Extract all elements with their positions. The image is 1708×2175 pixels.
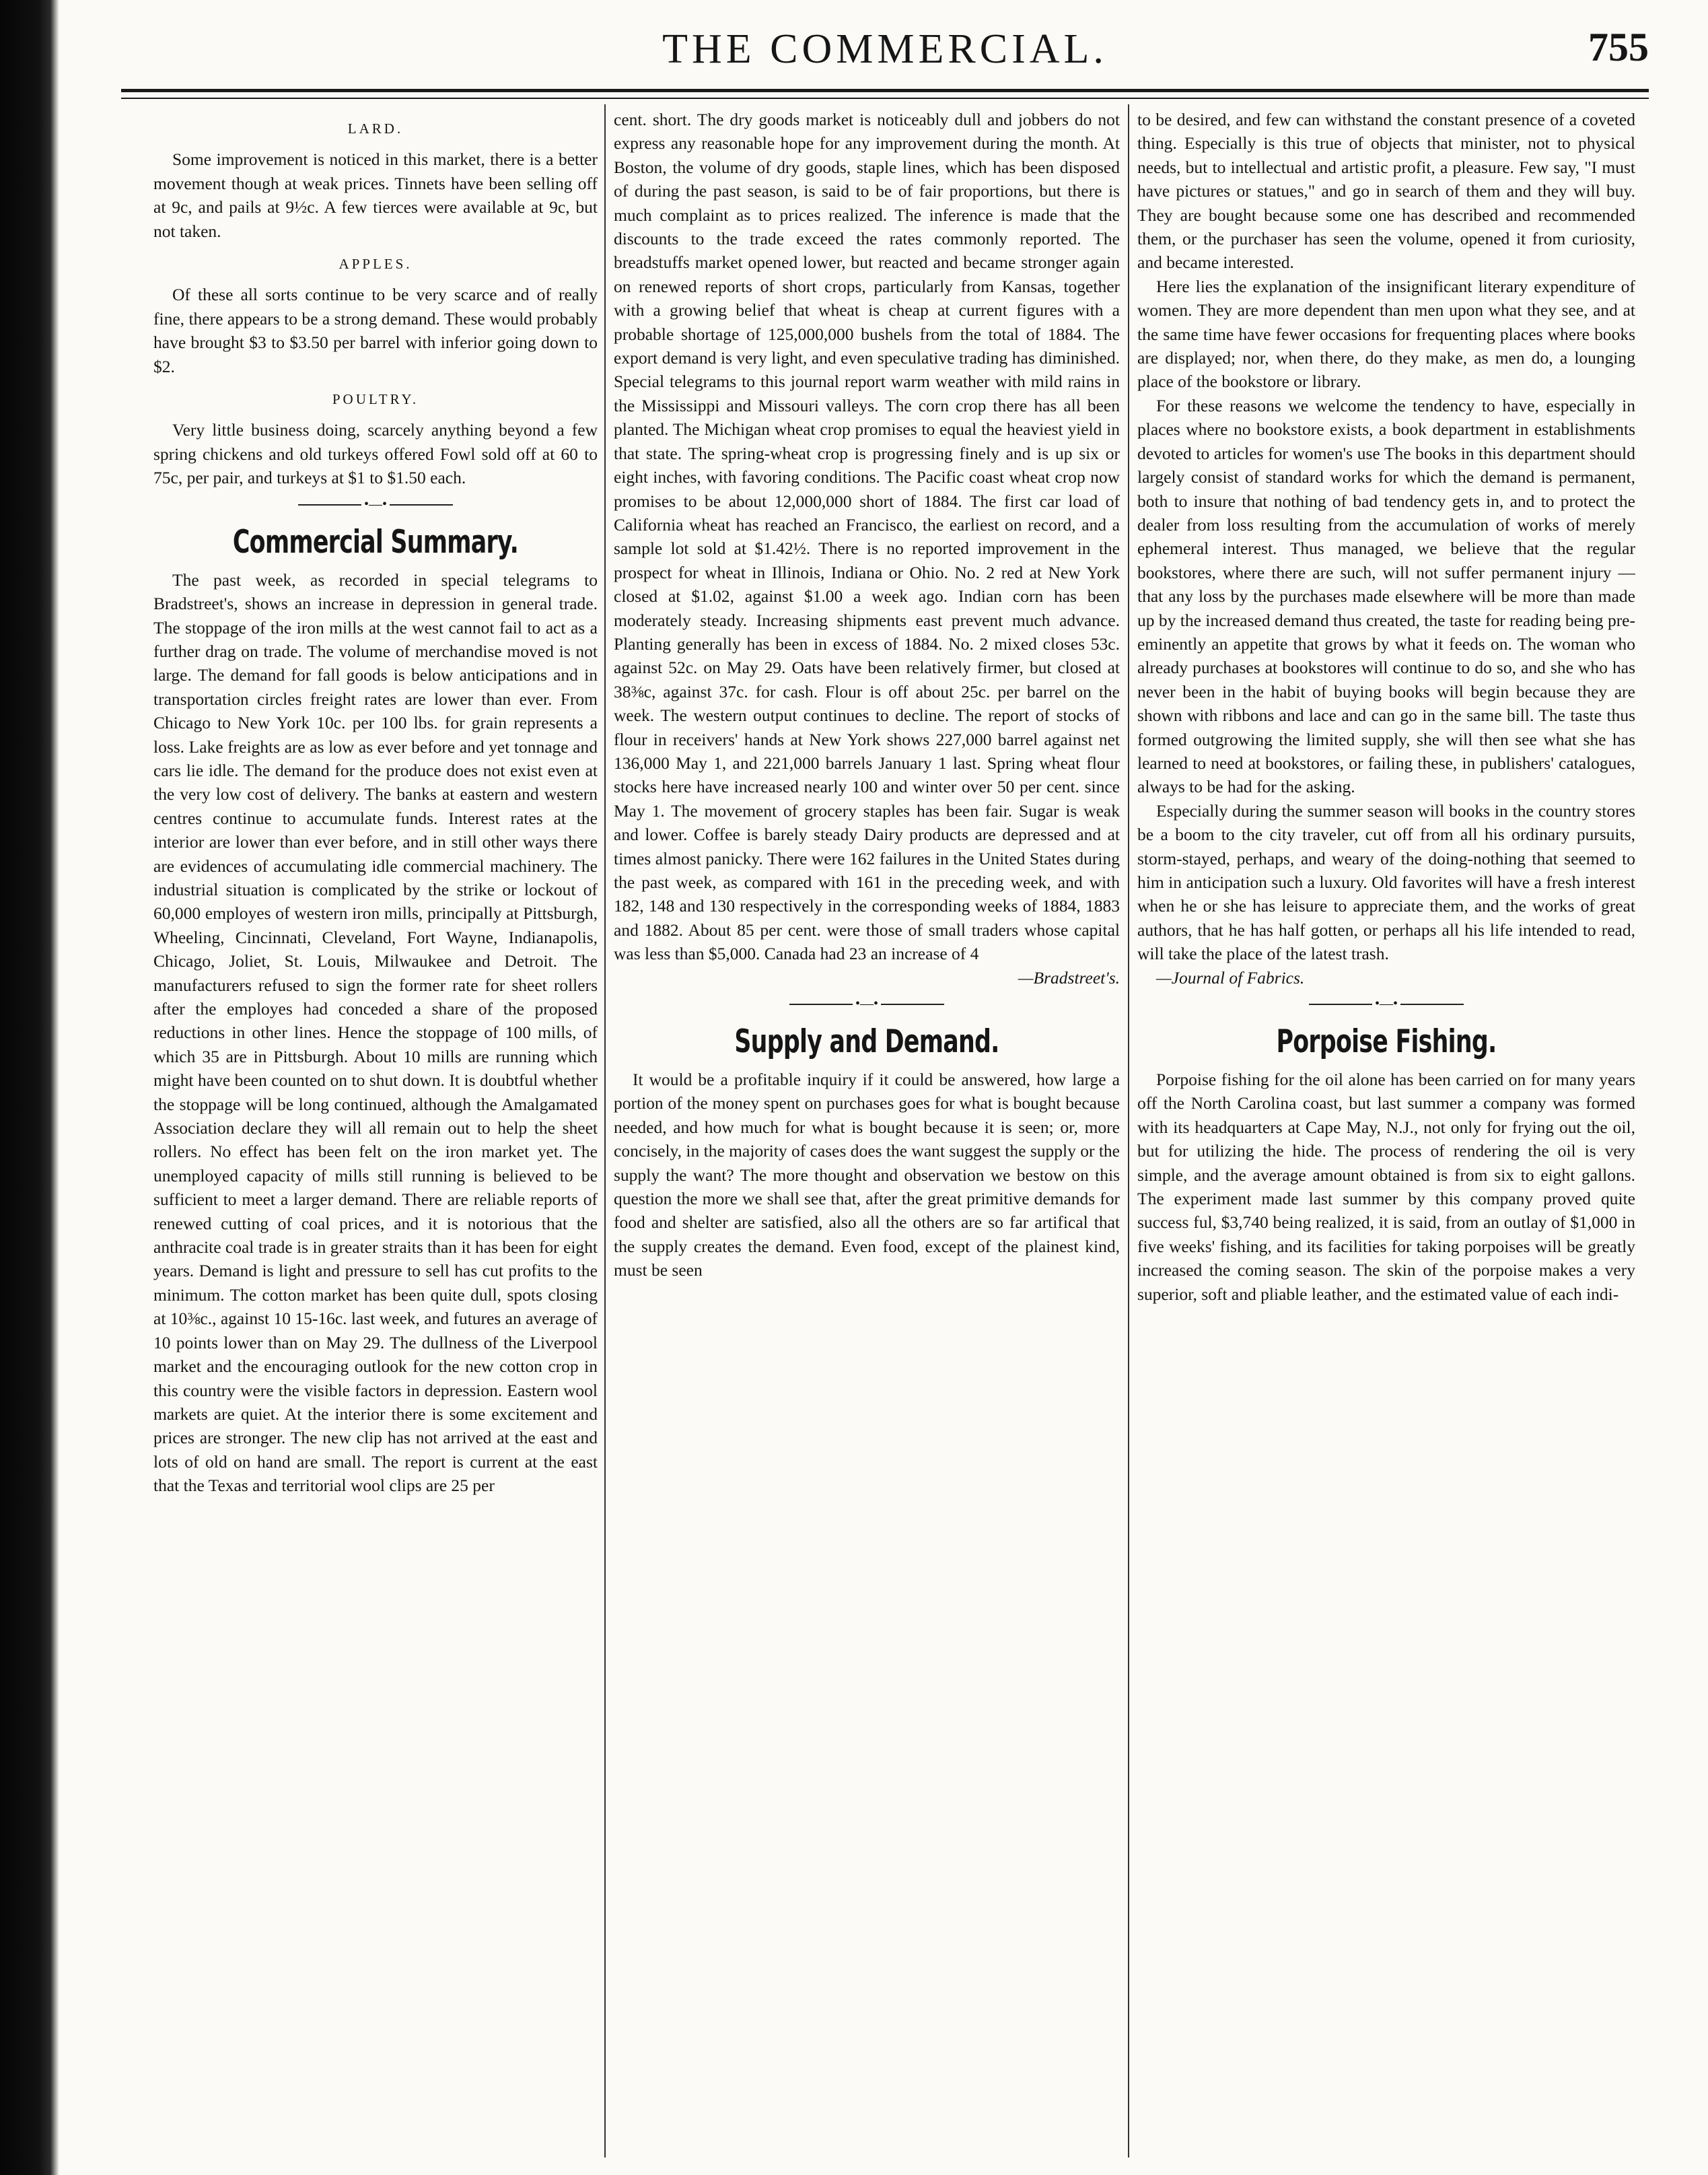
page-header <box>121 20 1649 88</box>
column-1 <box>153 108 598 2157</box>
commercial-summary-continued: cent. short. The dry goods market is noticeably dull and jobbers do not express any reasonable hope for any improvement during the month. At Boston, the volume of dry goods, staple lines, which has been disposed of during the past season, is said to be of fair proportions, but there is much complaint as to prices realized. The inference is made that the discounts to the trade exceed the rates commonly reported. The breadstuffs market opened lower, but reacted and became stronger again on renewed reports of short crops, particularly from Kansas, together with a growing belief that wheat is cheap at current figures with a probable shortage of 125,000,000 bushels from the total of 1884. The export demand is very light, and even speculative trading has diminished. Special telegrams to this journal report warm weather with mild rains in the Mississippi and Missouri valleys. The corn crop there has all been planted. The Michigan wheat crop promises to equal the heaviest yield in that state. The spring-wheat crop is progressing finely and is up six or eight inches, with favoring conditions. The Pacific coast wheat crop now promises to be about 12,000,000 short of 1884. The first car load of California wheat has reached an Francisco, the earliest on record, and a sample lot sold at $1.42½. There is no reported improvement in the prospect for wheat in Illinois, Indiana or Ohio. No. 2 red at New York closed at $1.02, against $1.00 a week ago. Indian corn has been moderately steady. Increasing shipments east prevent much advance. Planting generally has been in excess of 1884. No. 2 mixed closes 53c. against 52c. on May 29. Oats have been relatively firmer, but closed at 38⅜c, against 37c. for cash. Flour is off about 25c. per barrel on the week. The western output continues to decline. The report of stocks of flour in receivers' hands at New York shows 227,000 barrel against net 136,000 May 1, and 221,000 barrels January 1 last. Spring wheat flour stocks here have increased nearly 100 and winter over 50 per cent. since May 1. The movement of grocery staples has been fair. Sugar is weak and lower. Coffee is barely steady Dairy products are depressed and at times almost panicky. There were 162 failures in the United States during the past week, as compared with 161 in the preceding week, and with 182, 148 and 130 respectively in the corresponding weeks of 1884, 1883 and 1882. About 85 per cent. were those of small traders whose capital was less than $5,000. Canada had 23 an increase of 4 <box>614 110 1120 964</box>
commercial-summary-paragraph: The past week, as recorded in special telegrams to Bradstreet's, shows an increase in depression in general trade. The stoppage of the iron mills at the west cannot fail to act as a further drag on trade. The volume of merchandise moved is not large. The demand for fall goods is below anticipations and in transportation circles freight rates are lower than ever. From Chicago to New York 10c. per 100 lbs. for grain represents a loss. Lake freights are as low as ever before and yet tonnage and cars lie idle. The demand for the produce does not exist even at the very low cost of delivery. The banks at eastern and western centres continue to accumulate funds. Interest rates at the interior are lower than ever before, and in still other ways there are evidences of accumulating idle commercial machinery. The industrial situation is complicated by the strike or lockout of 60,000 employes of western iron mills, principally at Pittsburgh, Wheeling, Cincinnati, Cleveland, Fort Wayne, Indianapolis, Chicago, Joliet, St. Louis, Milwaukee and Detroit. The manufacturers refused to sign the former rate for sheet rollers after the employes had conceded a share of the proposed reductions in other lines. Hence the stoppage of 100 mills, of which 35 are in Pittsburgh. About 10 mills are running which might have been counted on to shut down. It is doubtful whether the stoppage will be long continued, although the Amalgamated Association declare they will all remain out to help the sheet rollers. No effect has been felt on the iron market yet. The unemployed capacity of mills still running is believed to be sufficient to meet a larger demand. There are reliable reports of renewed cutting of coal prices, and it is notorious that the anthracite coal trade is in greater straits than it has been for eight years. Demand is light and pressure to sell has cut profits to the minimum. The cotton market has been quite dull, spots closing at 10⅜c., against 10 15-16c. last week, and futures an average of 10 points lower than on May 29. The dullness of the Liverpool market and the encouraging outlook for the new cotton crop in this country were the visible factors in depression. Eastern wool markets are quiet. At the interior there is some excitement and prices are stronger. The new clip has not arrived at the east and lots of old on hand are small. The report is current at the east that the Texas and territorial wool clips are 25 per <box>153 569 598 1496</box>
porpoise-fishing-paragraph: Porpoise fishing for the oil alone has been carried on for many years off the North Carolina coast, but last summer a company was formed with its headquarters at Cape May, N.J., not only for frying out the oil, but for utilizing the hide. The process of rendering the oil is very simple, and the average amount obtained is from six to eight gallons. The experiment made last summer by this company proved quite success ful, $3,740 being realized, it is said, from an outlay of $1,000 in five weeks' fishing, and its facilities for taking porpoises will be greatly increased the coming season. The skin of the porpoise makes a very superior, soft and pliable leather, and the estimated value of each indi- <box>1137 1070 1635 1304</box>
supply-demand-continued: to be desired, and few can withstand the constant presence of a coveted thing. Especially is this true of objects that minister, not to physical needs, but to intellectual and artistic profit, a pleasure. Few say, "I must have pictures or statues," and go in search of them and they will buy. They are bought because some one has described and recommended them, or the purchaser has seen the volume, opened it from curiosity, and became interested. <box>1137 110 1635 273</box>
apples-subhead: APPLES. <box>339 256 413 273</box>
supply-demand-paragraph-2: Here lies the explanation of the insignificant literary expenditure of women. They are more dependent than men upon what they see, and at the same time have fewer occasions for frequenting places where books are displayed; nor, when there, do they make, as men do, a lounging place of the bookstore or library. <box>1137 276 1635 392</box>
column-3 <box>1137 108 1635 2157</box>
header-rule <box>121 89 1649 99</box>
supply-demand-paragraph-4: Especially during the summer season will books in the country stores be a boom to the city traveler, cut off from all his ordinary pursuits, storm-stayed, perhaps, and weary of the doing-nothing that seemed to him in anticipation such a luxury. Old favorites will have a fresh interest when he or she has leisure to appreciate them, and the works of great authors, that he has half gotten, or perhaps all his life intended to read, will take the place of the latest trash. <box>1137 800 1635 964</box>
supply-demand-paragraph: It would be a profitable inquiry if it could be answered, how large a portion of the money spent on purchases goes for what is bought because needed, and how much for what is bought because it is seen; or, more concisely, in the majority of cases does the want suggest the supply or the supply the want? The more thought and observation we bestow on this question the more we shall see that, after the great primitive demands for food and shelter are satisfied, also all the others are so far artifical that the supply creates the demand. Even food, except of the plainest kind, must be seen <box>614 1070 1120 1280</box>
column-divider <box>1128 104 1129 2157</box>
book-spine-shadow <box>0 0 59 2175</box>
apples-paragraph: Of these all sorts continue to be very scarce and of really fine, there appears to be a strong demand. These would probably have brought $3 to $3.50 per barrel with inferior going down to $2. <box>153 285 598 376</box>
article-separator <box>1309 996 1464 1012</box>
commercial-summary-headline: Commercial Summary. <box>232 523 519 561</box>
supply-demand-paragraph-3: For these reasons we welcome the tendency to have, especially in places where no bookstore exists, a book department in establishments devoted to articles for women's use The books in this department should largely consist of standard works for which the demand is permanent, both to insure that nothing of bad tendency gets in, and to protect the dealer from loss resulting from the accumulation of works of merely ephemeral interest. Thus managed, we believe that the regular bookstores, where there are such, will not suffer permanent injury —that any loss by the purchases made elsewhere will be more than made up by the increased demand thus created, the taste for reading being pre-eminently an appetite that grows by what it feeds on. The woman who already purchases at bookstores will continue to do so, and she who has never been in the habit of buying books will begin because they are shown with ribbons and lace and can go in the same bill. The taste thus formed outgrowing the limited supply, she will then see what she has learned to need at bookstores, or failing these, in publishers' catalogues, always to be had for the asking. <box>1137 395 1635 797</box>
porpoise-fishing-headline: Porpoise Fishing. <box>1276 1023 1497 1061</box>
column-divider <box>604 104 606 2157</box>
page-number: 755 <box>1588 25 1649 69</box>
article-separator <box>789 996 944 1012</box>
poultry-paragraph: Very little business doing, scarcely anything beyond a few spring chickens and old turkeys offered Fowl sold off at 60 to 75c, per pair, and turkeys at $1 to $1.50 each. <box>153 420 598 488</box>
newspaper-title: THE COMMERCIAL. <box>662 26 1108 72</box>
lard-paragraph: Some improvement is noticed in this market, there is a better movement though at weak prices. Tinnets have been selling off at 9c, and pails at 9½c. A few tierces were available at 9c, but not taken. <box>153 149 598 241</box>
article-separator <box>298 497 453 513</box>
bradstreets-credit: —Bradstreet's. <box>1018 967 1120 988</box>
column-2 <box>614 108 1120 2157</box>
poultry-subhead: POULTRY. <box>332 391 419 408</box>
lard-subhead: LARD. <box>347 120 404 137</box>
supply-demand-headline: Supply and Demand. <box>734 1023 999 1061</box>
journal-of-fabrics-credit: —Journal of Fabrics. <box>1156 967 1305 988</box>
